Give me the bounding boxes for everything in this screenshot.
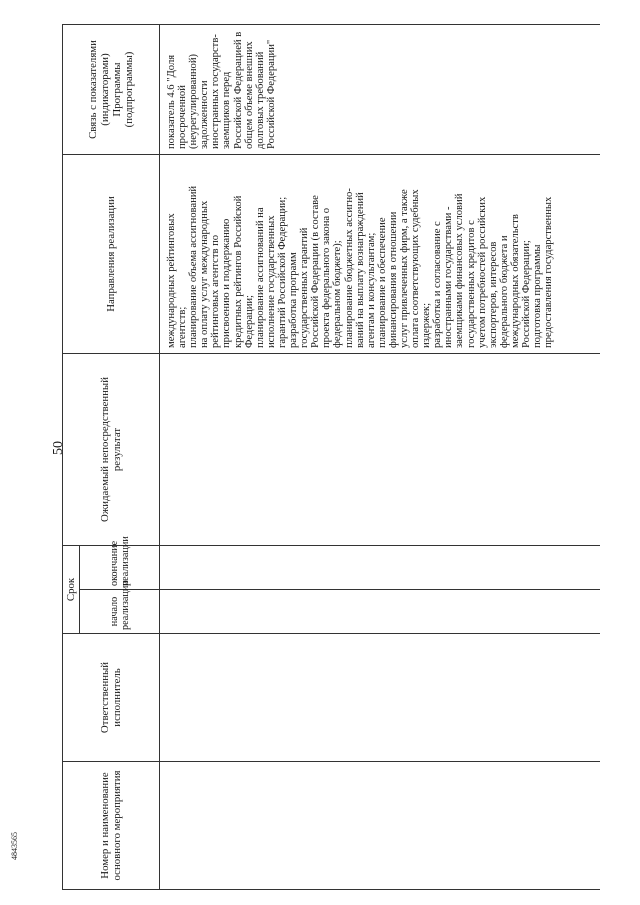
header-directions: Направления реализации (63, 155, 160, 354)
cell-start (160, 590, 601, 634)
header-expected-result: Ожидаемый непосредственный результат (63, 354, 160, 546)
cell-responsible (160, 634, 601, 762)
cell-directions: международных рейтинговых агентств; планирование объема ассигнований на оплату услуг международных рейтинговых агентств по присвоению и поддержанию кредитных рейтингов Российской Федерации; планирование ассигнований на исполнение государственных гарантий Российской Федерации; разработка программ государственных гарантий Российской Федерации (в составе проекта федерального закона о федеральном бюджете); планирование бюджетных ассигно- ваний на выплату вознаграждений агентам и консультантам; планирование и обеспечение финансирования в отношении услуг привлеченных фирм, а также оплата соответствующих судебных издержек; разработка и согласование с иностранными государствами - заемщиками финансовых условий государственных кредитов с учетом потребностей российских экспортеров, интересов федерального бюджета и международных обязательств Российской Федерации; подготовка программы предоставления государственных (160, 155, 601, 354)
cell-end (160, 546, 601, 590)
header-responsible: Ответственный исполнитель (63, 634, 160, 762)
cell-activity (160, 762, 601, 890)
cell-indicators: показатель 4.6 "Доля просроченной (неурегулированной) задолженности иностранных государств- заемщиков перед Российской Федерацией в общем объеме внешних долговых требований Российской Федерации" (160, 25, 601, 155)
header-end: окончание реализации (80, 546, 160, 590)
table-row (160, 25, 601, 890)
program-activities-table (62, 24, 600, 890)
document-code: 4843565 (10, 832, 19, 860)
cell-result (160, 354, 601, 546)
header-indicators-link: Связь с показателями (индикаторами) Программы (подпрограммы) (63, 25, 160, 155)
header-activity-name: Номер и наименование основного мероприятия (63, 762, 160, 890)
header-term: Срок (63, 546, 80, 634)
rotated-table-container (62, 25, 636, 890)
page-number: 50 (51, 441, 66, 455)
header-start: начало реализации (80, 590, 160, 634)
